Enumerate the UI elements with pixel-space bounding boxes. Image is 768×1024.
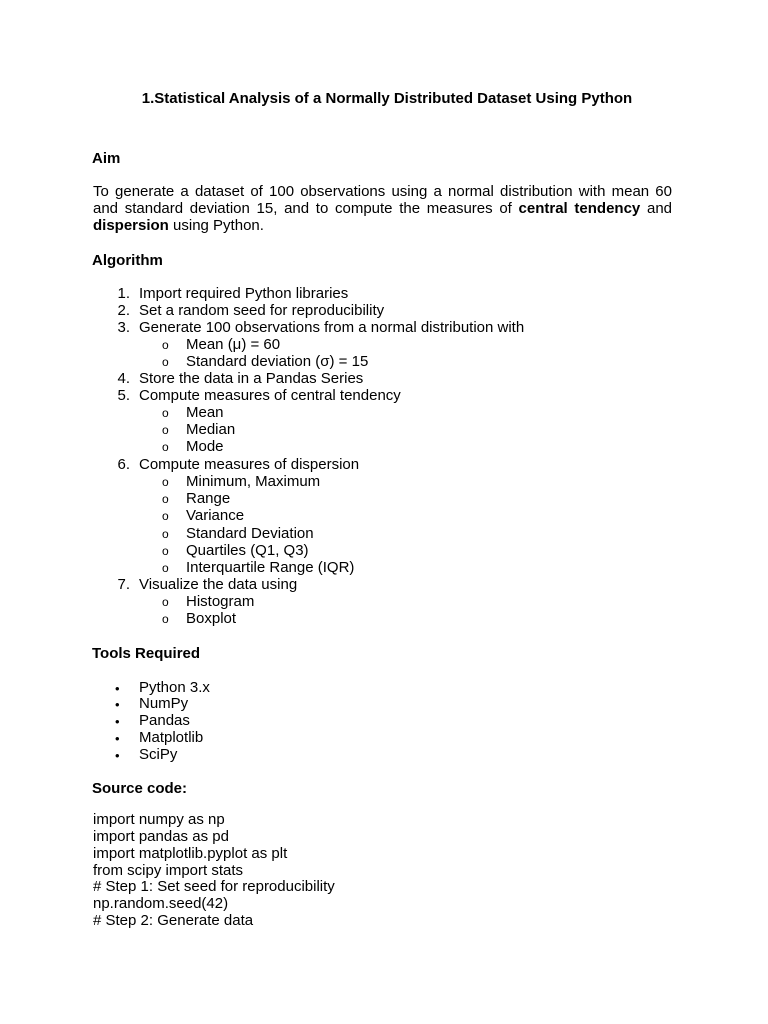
tools-heading: Tools Required <box>92 645 201 662</box>
bullet-marker: • <box>115 731 120 746</box>
tool-item: Pandas <box>139 712 190 729</box>
sub-item: Boxplot <box>186 610 237 627</box>
sub-item: Histogram <box>186 593 255 610</box>
sub-item: Median <box>186 421 236 438</box>
aim-text-after: using Python. <box>168 217 264 234</box>
sub-item: Quartiles (Q1, Q3) <box>186 542 309 559</box>
sub-item: Standard Deviation <box>186 525 314 542</box>
step-text: Set a random seed for reproducibility <box>139 302 385 319</box>
sub-item: Variance <box>186 507 245 524</box>
tool-item: Python 3.x <box>139 679 210 696</box>
sub-bullet-marker: o <box>162 440 169 454</box>
step-number: 1. <box>117 285 130 302</box>
code-line: # Step 2: Generate data <box>93 912 254 929</box>
sub-bullet-marker: o <box>162 527 169 541</box>
step-number: 3. <box>117 319 130 336</box>
sub-bullet-marker: o <box>162 423 169 437</box>
document-title: 1.Statistical Analysis of a Normally Distributed Dataset Using Python <box>141 90 633 107</box>
step-number: 6. <box>117 456 130 473</box>
sub-bullet-marker: o <box>162 475 169 489</box>
sub-bullet-marker: o <box>162 492 169 506</box>
sub-bullet-marker: o <box>162 612 169 626</box>
bullet-marker: • <box>115 748 120 763</box>
sub-item: Mode <box>186 438 224 455</box>
step-number: 4. <box>117 370 130 387</box>
code-line: # Step 1: Set seed for reproducibility <box>93 878 335 895</box>
sub-bullet-marker: o <box>162 338 169 352</box>
sub-item: Standard deviation (σ) = 15 <box>186 353 369 370</box>
source-code-heading: Source code: <box>92 780 188 797</box>
sub-bullet-marker: o <box>162 406 169 420</box>
code-line: import numpy as np <box>93 811 225 828</box>
code-line: from scipy import stats <box>93 862 244 879</box>
aim-text-mid: and <box>640 200 673 217</box>
step-text: Compute measures of central tendency <box>139 387 401 404</box>
algorithm-heading: Algorithm <box>92 252 163 269</box>
aim-bold-central-tendency: central tendency <box>518 200 641 217</box>
sub-item: Minimum, Maximum <box>186 473 321 490</box>
step-text: Import required Python libraries <box>139 285 349 302</box>
step-number: 7. <box>117 576 130 593</box>
sub-bullet-marker: o <box>162 544 169 558</box>
tool-item: SciPy <box>139 746 178 763</box>
bullet-marker: • <box>115 714 120 729</box>
sub-bullet-marker: o <box>162 561 169 575</box>
sub-item: Interquartile Range (IQR) <box>186 559 355 576</box>
step-number: 5. <box>117 387 130 404</box>
aim-bold-dispersion: dispersion <box>93 217 169 234</box>
sub-bullet-marker: o <box>162 355 169 369</box>
step-text: Visualize the data using <box>139 576 298 593</box>
aim-text-before: To generate a dataset of 100 observations using a normal distribution with mean 60 and standard deviation 15, and to compute the measures of <box>93 183 672 217</box>
sub-item: Range <box>186 490 231 507</box>
sub-bullet-marker: o <box>162 595 169 609</box>
bullet-marker: • <box>115 697 120 712</box>
aim-heading: Aim <box>92 150 121 167</box>
code-line: np.random.seed(42) <box>93 895 229 912</box>
step-text: Store the data in a Pandas Series <box>139 370 364 387</box>
tool-item: Matplotlib <box>139 729 204 746</box>
step-text: Generate 100 observations from a normal distribution with <box>139 319 525 336</box>
step-number: 2. <box>117 302 130 319</box>
aim-paragraph <box>93 183 672 234</box>
step-text: Compute measures of dispersion <box>139 456 360 473</box>
sub-item: Mean <box>186 404 224 421</box>
sub-item: Mean (μ) = 60 <box>186 336 281 353</box>
code-line: import pandas as pd <box>93 828 229 845</box>
code-line: import matplotlib.pyplot as plt <box>93 845 288 862</box>
sub-bullet-marker: o <box>162 509 169 523</box>
tool-item: NumPy <box>139 695 189 712</box>
bullet-marker: • <box>115 681 120 696</box>
